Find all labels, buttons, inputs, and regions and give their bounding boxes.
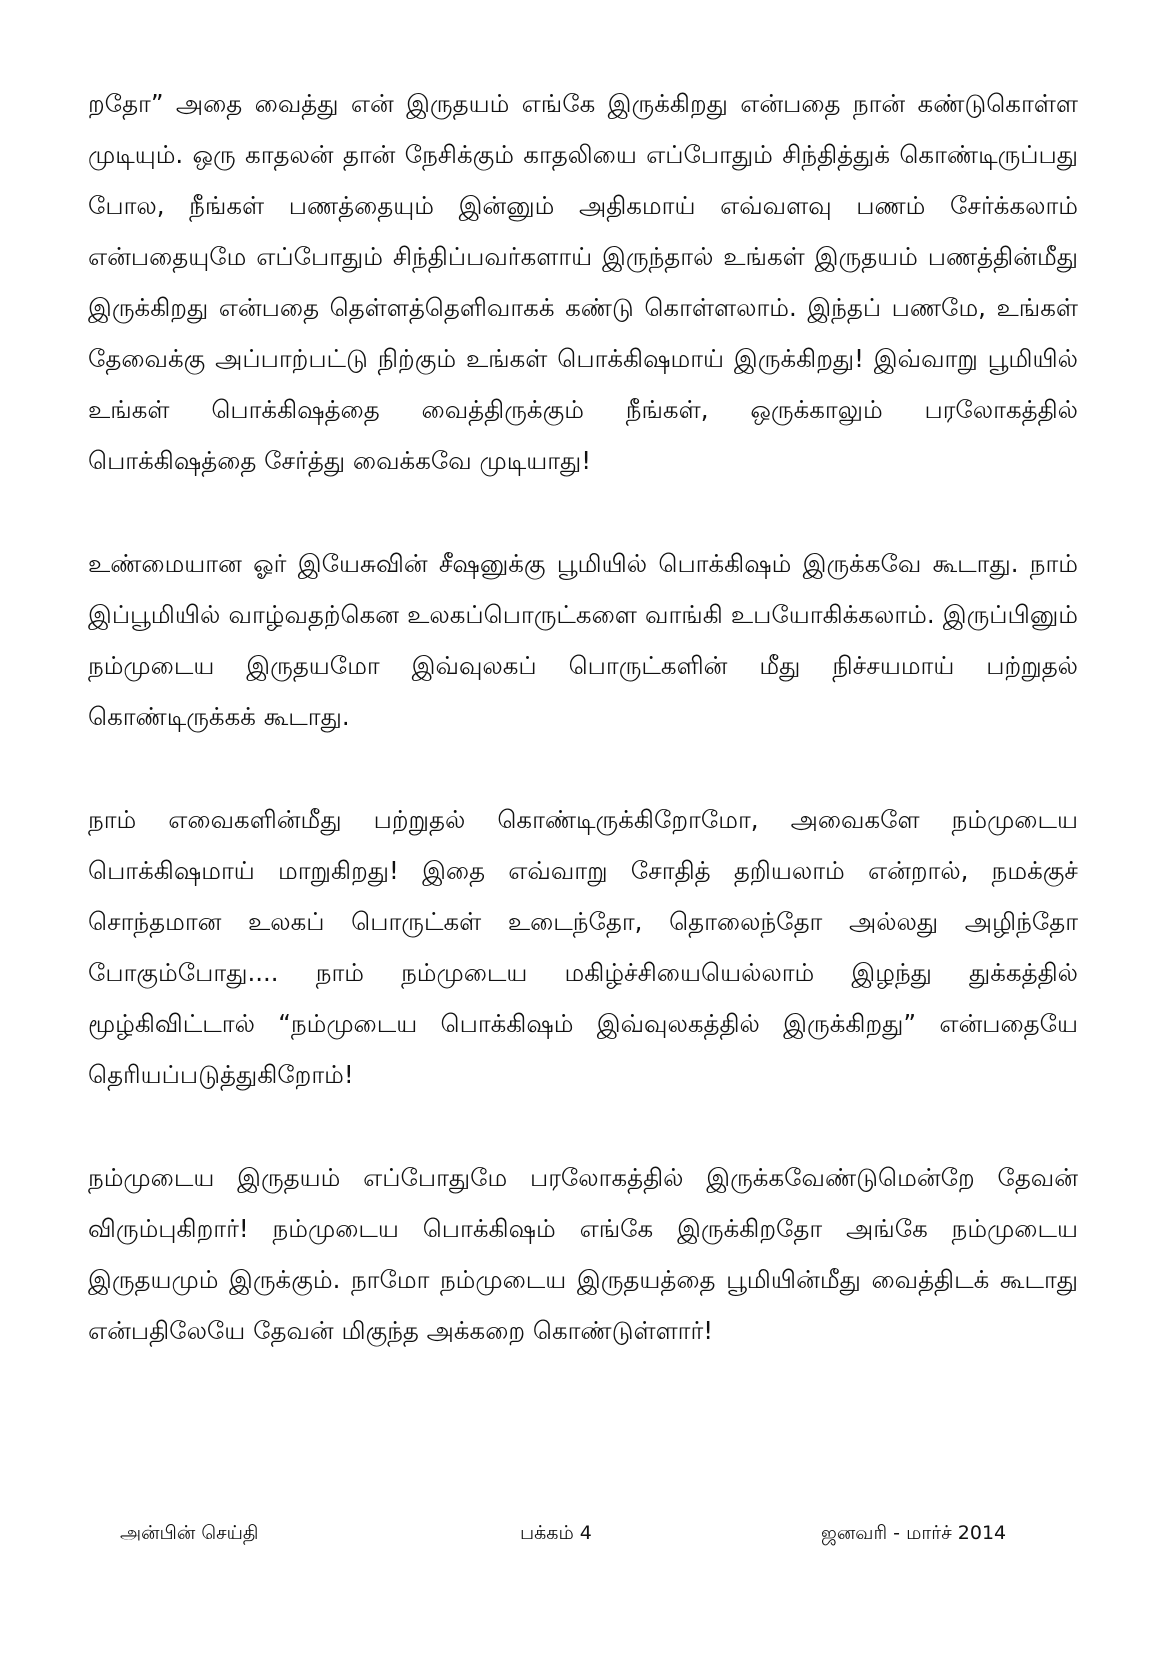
paragraph-4: நம்முடைய இருதயம் எப்போதுமே பரலோகத்தில் இருக்கவேண்டுமென்றே தேவன் விரும்புகிறார்! நம்முடைய பொக்கிஷம் எங்கே இருக்கிறதோ அங்கே நம்முடைய இருதயமும் இருக்கும். நாமோ நம்முடைய இருதயத்தை பூமியின்மீது வைத்திடக் கூடாது என்பதிலேயே தேவன் மிகுந்த அக்கறை கொண்டுள்ளார்! bbox=[88, 1163, 1078, 1345]
issue-date: ஜனவரி - மார்ச் 2014 bbox=[821, 1522, 1007, 1544]
document-body bbox=[88, 78, 1078, 1408]
page-footer bbox=[0, 1522, 1167, 1552]
paragraph-1: றதோ” அதை வைத்து என் இருதயம் எங்கே இருக்கிறது என்பதை நான் கண்டுகொள்ள முடியும். ஒரு காதலன் தான் நேசிக்கும் காதலியை எப்போதும் சிந்தித்துக் கொண்டிருப்பது போல, நீங்கள் பணத்தையும் இன்னும் அதிகமாய் எவ்வளவு பணம் சேர்க்கலாம் என்பதையுமே எப்போதும் சிந்திப்பவர்களாய் இருந்தால் உங்கள் இருதயம் பணத்தின்மீது இருக்கிறது என்பதை தெள்ளத்தெளிவாகக் கண்டு கொள்ளலாம். இந்தப் பணமே, உங்கள் தேவைக்கு அப்பாற்பட்டு நிற்கும் உங்கள் பொக்கிஷமாய் இருக்கிறது! இவ்வாறு பூமியில் உங்கள் பொக்கிஷத்தை வைத்திருக்கும் நீங்கள், ஒருக்காலும் பரலோகத்தில் பொக்கிஷத்தை சேர்த்து வைக்கவே முடியாது! bbox=[88, 89, 1078, 475]
paragraph-3: நாம் எவைகளின்மீது பற்றுதல் கொண்டிருக்கிறோமோ, அவைகளே நம்முடைய பொக்கிஷமாய் மாறுகிறது! இதை எவ்வாறு சோதித் தறியலாம் என்றால், நமக்குச் சொந்தமான உலகப் பொருட்கள் உடைந்தோ, தொலைந்தோ அல்லது அழிந்தோ போகும்போது.... நாம் நம்முடைய மகிழ்ச்சியையெல்லாம் இழந்து துக்கத்தில் மூழ்கிவிட்டால் “நம்முடைய பொக்கிஷம் இவ்வுலகத்தில் இருக்கிறது” என்பதையே தெரியப்படுத்துகிறோம்! bbox=[88, 805, 1078, 1089]
page-number: பக்கம் 4 bbox=[520, 1522, 592, 1544]
publication-name: அன்பின் செய்தி bbox=[120, 1522, 259, 1544]
paragraph-2: உண்மையான ஓர் இயேசுவின் சீஷனுக்கு பூமியில் பொக்கிஷம் இருக்கவே கூடாது. நாம் இப்பூமியில் வாழ்வதற்கென உலகப்பொருட்களை வாங்கி உபயோகிக்கலாம். இருப்பினும் நம்முடைய இருதயமோ இவ்வுலகப் பொருட்களின் மீது நிச்சயமாய் பற்றுதல் கொண்டிருக்கக் கூடாது. bbox=[88, 549, 1078, 731]
